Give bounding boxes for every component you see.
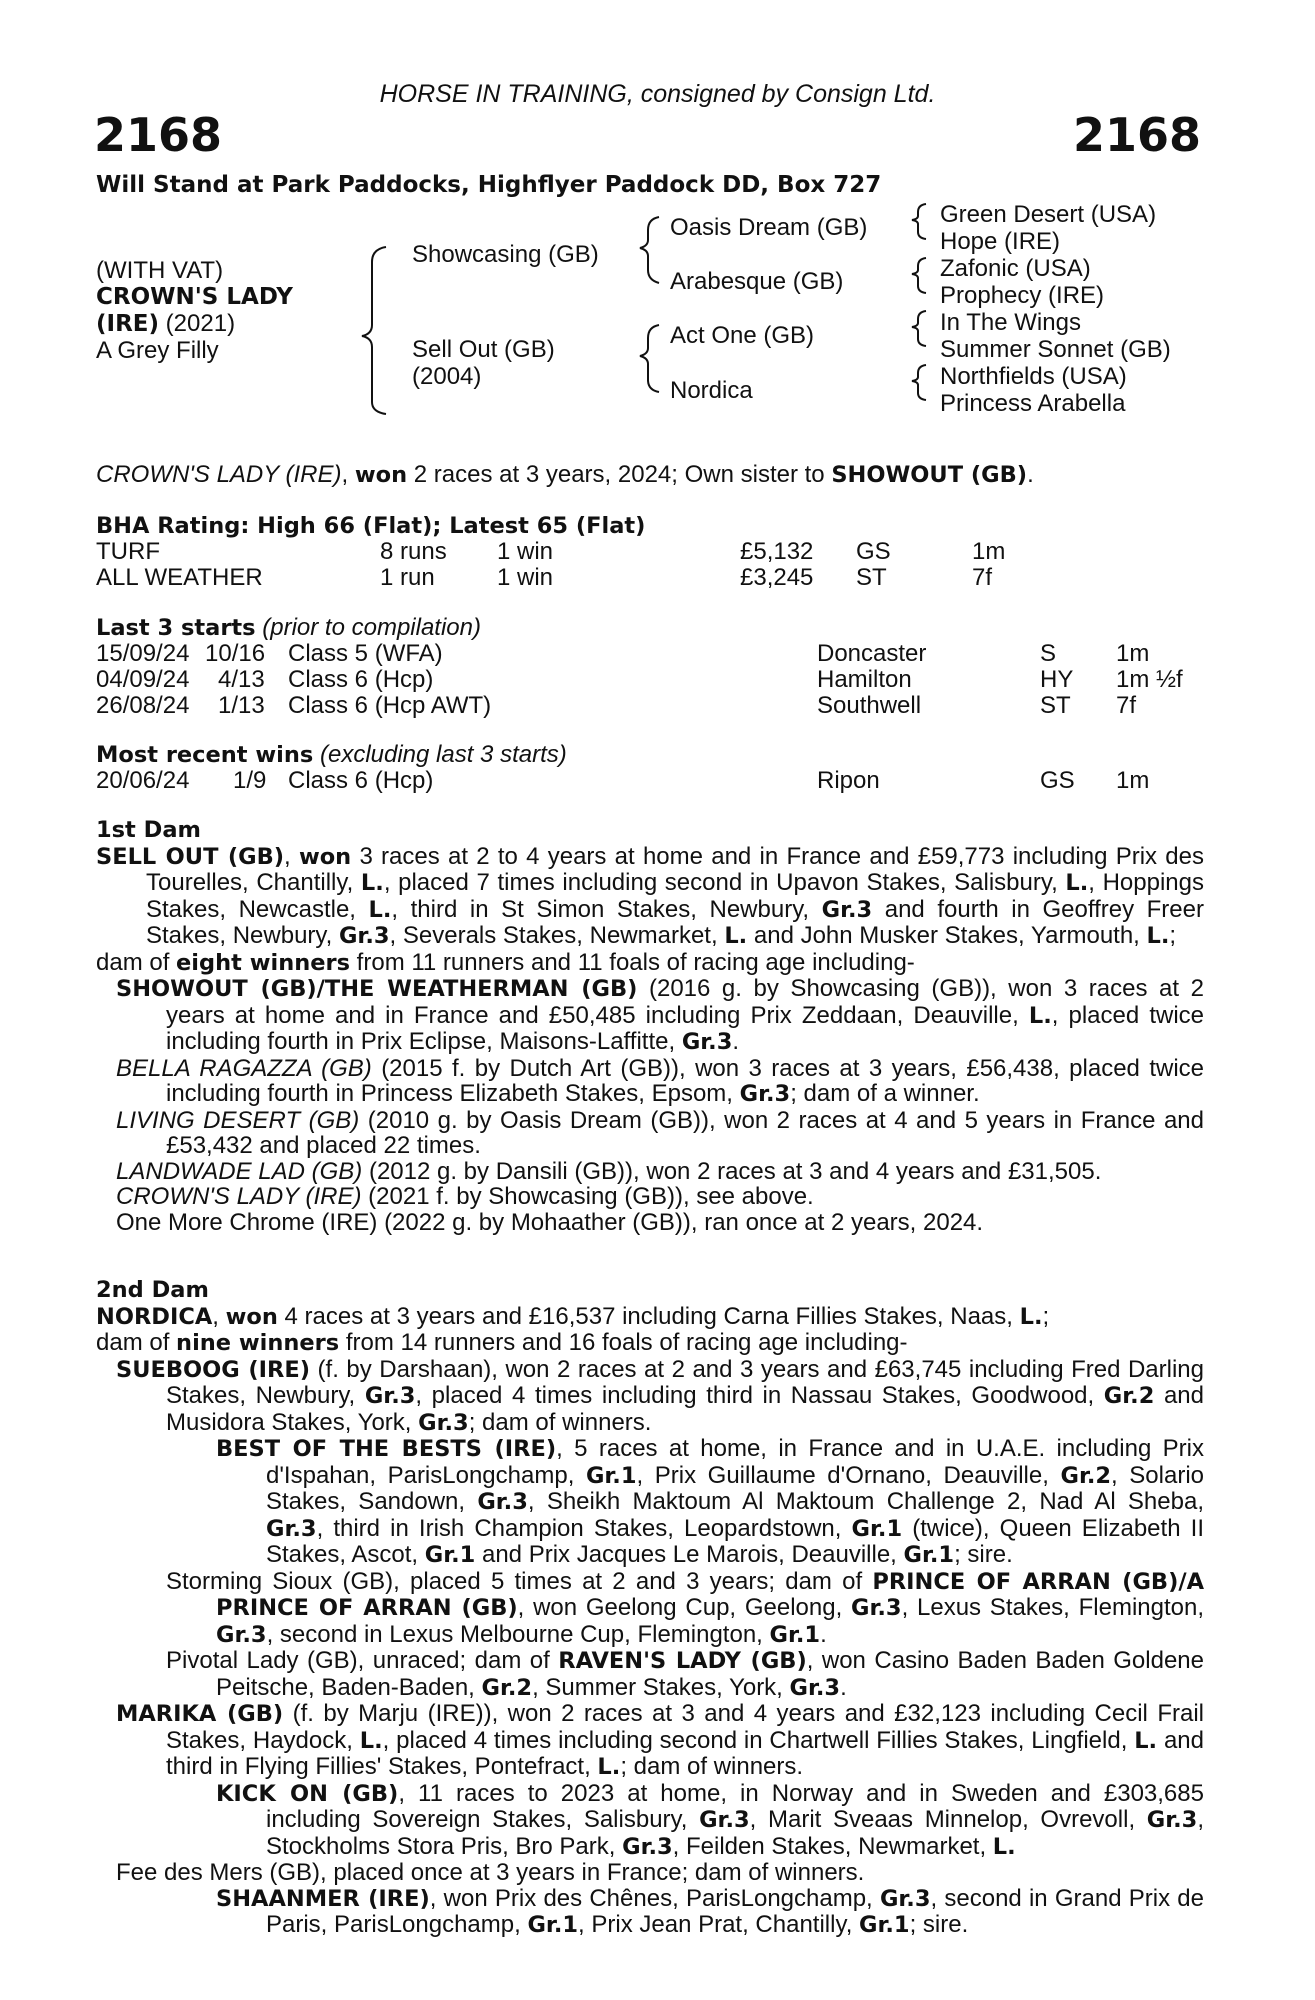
sire: Showcasing (GB)	[412, 241, 599, 268]
dam: Sell Out (GB)	[412, 336, 555, 363]
produce-entry: SUEBOOG (IRE) (f. by Darshaan), won 2 races at 2 and 3 years and £63,745 including Fred Darling Stakes, Newbury, Gr.3, placed 4 times including third in Nassau Stakes, Goodwood, Gr.2 and Musidora Stakes, York, Gr.3; dam of winners.	[116, 1355, 1205, 1436]
bha-rating-title: BHA Rating: High 66 (Flat); Latest 65 (Flat)	[96, 513, 646, 539]
sire-dam-dam: Prophecy (IRE)	[940, 282, 1105, 309]
sire-dam-sire: Zafonic (USA)	[940, 255, 1091, 282]
produce-entry: LANDWADE LAD (GB) (2012 g. by Dansili (GB)), won 2 races at 3 and 4 years and £31,505.	[116, 1157, 1102, 1185]
produce-entry: KICK ON (GB), 11 races to 2023 at home, in Norway and in Sweden and £303,685 including Sovereign Stakes, Salisbury, Gr.3, Marit Sveaas Minnelop, Ovrevoll, Gr.3, Stockholms Stora Pris, Bro Park, Gr.3, Feilden Stakes, Newmarket, L.	[216, 1779, 1205, 1860]
produce-entry: CROWN'S LADY (IRE) (2021 f. by Showcasing (GB)), see above.	[116, 1183, 814, 1210]
section-title: 1st Dam	[96, 817, 201, 843]
dam-year: (2004)	[412, 363, 482, 390]
horse-name-suffix: (IRE) (2021)	[96, 310, 236, 337]
produce-entry: BEST OF THE BESTS (IRE), 5 races at home, in France and in U.A.E. including Prix d'Ispahan, ParisLongchamp, Gr.1, Prix Guillaume d'Ornano, Deauville, Gr.2, Solario Stakes, Sandown, Gr.3, Sheikh Maktoum Al Maktoum Challenge 2, Nad Al Sheba, Gr.3, third in Irish Champion Stakes, Leopardstown, Gr.1 (twice), Queen Elizabeth II Stakes, Ascot, Gr.1 and Prix Jacques Le Marois, Deauville, Gr.1; sire.	[216, 1435, 1204, 1568]
dam-sire-sire: In The Wings	[940, 309, 1081, 336]
produce-entry: One More Chrome (IRE) (2022 g. by Mohaather (GB)), ran once at 2 years, 2024.	[116, 1208, 984, 1236]
first-dam-section	[96, 818, 1204, 1235]
produce-summary: dam of nine winners from 14 runners and 16 foals of racing age including-	[96, 1329, 908, 1356]
sire-dam: Arabesque (GB)	[670, 268, 844, 295]
lot-number-right: 2168	[1072, 108, 1201, 162]
produce-entry: SHAANMER (IRE), won Prix des Chênes, ParisLongchamp, Gr.3, second in Grand Prix de Paris, ParisLongchamp, Gr.1, Prix Jean Prat, Chantilly, Gr.1; sire.	[216, 1884, 1205, 1938]
dam-dam-dam: Princess Arabella	[940, 390, 1126, 417]
produce-entry: LIVING DESERT (GB) (2010 g. by Oasis Dream (GB)), won 2 races at 4 and 5 years in France and £53,432 and placed 22 times.	[116, 1106, 1205, 1159]
section-title: 2nd Dam	[96, 1277, 209, 1303]
produce-entry: Fee des Mers (GB), placed once at 3 years in France; dam of winners.	[116, 1859, 865, 1886]
catalogue-page: HORSE IN TRAINING, consigned by Consign Ltd. 2168 2168 Will Stand at Park Paddocks, Highflyer Paddock DD, Box 727 (WITH VAT) CROWN'S LADY (IRE) (2021) A Grey Filly Showcasing (GB) Sell Out (GB) (2004) Oasis Dream (GB) Arabesque (GB) Act One (GB) Nordica Green Desert (USA) Hope (IRE) Zafonic (USA) Prophecy (IRE) In The Wings Summer Sonnet (GB) Northfields (USA) Princess Arabella CROWN'S LADY (IRE), won 2 races at 3 years, 2024; Own sister to SHOWOUT (GB). BHA Rating: High 66 (Flat); Latest 65 (Flat) TURF 8 runs 1 win £5,132 GS 1m ALL WEATHER 1 run 1 win £3,245 ST 7f Last 3 starts (prior to compilation) 15/09/24 10/16 Class 5 (WFA) Doncaster S 1m 04/09/24 4/13 Class 6 (Hcp) Hamilton HY 1m ½f 26/08/24 1/13 Class 6 (Hcp AWT) Southwell ST 7f Most recent wins (excluding last 3 starts) 20/06/24 1/9 Class 6 (Hcp) Ripon GS 1m 1st Dam SELL OUT (GB), won 3 races at 2 to 4 years at home and in France and £59,773 including Prix des Tourelles, Chantilly, L., placed 7 times including second in Upavon Stakes, Salisbury, L., Hoppings Stakes, Newcastle, L., third in St Simon Stakes, Newbury, Gr.3 and fourth in Geoffrey Freer Stakes, Newbury, Gr.3, Severals Stakes, Newmarket, L. and John Musker Stakes, Yarmouth, L.; dam of eight winners from 11 runners and 11 foals of racing age including- SHOWOUT (GB)/THE WEATHERMAN (GB) (2016 g. by Showcasing (GB)), won 3 races at 2 years at home and in France and £50,485 including Prix Zeddaan, Deauville, L., placed twice including fourth in Prix Eclipse, Maisons-Laffitte, Gr.3. BELLA RAGAZZA (GB) (2015 f. by Dutch Art (GB)), won 3 races at 3 years, £56,438, placed twice including fourth in Princess Elizabeth Stakes, Epsom, Gr.3; dam of a winner. LIVING DESERT (GB) (2010 g. by Oasis Dream (GB)), won 2 races at 4 and 5 years in France and £53,432 and placed 22 times. LANDWADE LAD (GB) (2012 g. by Dansili (GB)), won 2 races at 3 and 4 years and £31,505. CROWN'S LADY (IRE) (2021 f. by Showcasing (GB)), see above. One More Chrome (IRE) (2022 g. by Mohaather (GB)), ran once at 2 years, 2024. 2nd Dam NORDICA, won 4 races at 3 years and £16,537 including Carna Fillies Stakes, Naas, L.; dam of nine winners from 14 runners and 16 foals of racing age including- SUEBOOG (IRE) (f. by Darshaan), won 2 races at 2 and 3 years and £63,745 including Fred Darling Stakes, Newbury, Gr.3, placed 4 times including third in Nassau Stakes, Goodwood, Gr.2 and Musidora Stakes, York, Gr.3; dam of winners. BEST OF THE BESTS (IRE), 5 races at home, in France and in U.A.E. including Prix d'Ispahan, ParisLongchamp, Gr.1, Prix Guillaume d'Ornano, Deauville, Gr.2, Solario Stakes, Sandown, Gr.3, Sheikh Maktoum Al Maktoum Challenge 2, Nad Al Sheba, Gr.3, third in Irish Champion Stakes, Leopardstown, Gr.1 (twice), Queen Elizabeth II Stakes, Ascot, Gr.1 and Prix Jacques Le Marois, Deauville, Gr.1; sire. Storming Sioux (GB), placed 5 times at 2 and 3 years; dam of PRINCE OF ARRAN (GB)/A PRINCE OF ARRAN (GB), won Geelong Cup, Geelong, Gr.3, Lexus Stakes, Flemington, Gr.3, second in Lexus Melbourne Cup, Flemington, Gr.1. Pivotal Lady (GB), unraced; dam of RAVEN'S LADY (GB), won Casino Baden Baden Goldene Peitsche, Baden-Baden, Gr.2, Summer Stakes, York, Gr.3. MARIKA (GB) (f. by Marju (IRE)), won 2 races at 3 and 4 years and £32,123 including Cecil Frail Stakes, Haydock, L., placed 4 times including second in Chartwell Fillies Stakes, Lingfield, L. and third in Flying Fillies' Stakes, Pontefract, L.; dam of winners. KICK ON (GB), 11 races to 2023 at home, in Norway and in Sweden and £303,685 including Sovereign Stakes, Salisbury, Gr.3, Marit Sveaas Minnelop, Ovrevoll, Gr.3, Stockholms Stora Pris, Bro Park, Gr.3, Feilden Stakes, Newmarket, L. Fee des Mers (GB), placed once at 3 years in France; dam of winners. SHAANMER (IRE), won Prix des Chênes, ParisLongchamp, Gr.3, second in Grand Prix de Paris, ParisLongchamp, Gr.1, Prix Jean Prat, Chantilly, Gr.1; sire.	[0, 0, 1315, 2000]
last-3-starts-title: Last 3 starts (prior to compilation)	[96, 614, 481, 641]
produce-entry: Pivotal Lady (GB), unraced; dam of RAVEN'S LADY (GB), won Casino Baden Baden Goldene Peitsche, Baden-Baden, Gr.2, Summer Stakes, York, Gr.3.	[166, 1647, 1205, 1701]
dam-record: NORDICA, won 4 races at 3 years and £16,537 including Carna Fillies Stakes, Naas, L.;	[96, 1302, 1050, 1330]
dam-dam-sire: Northfields (USA)	[940, 363, 1127, 390]
horse-description: A Grey Filly	[96, 337, 219, 364]
most-recent-wins-title: Most recent wins (excluding last 3 starts)	[96, 741, 567, 768]
dam-dam: Nordica	[670, 377, 753, 404]
sire-sire-dam: Hope (IRE)	[940, 228, 1061, 255]
vat-note: (WITH VAT)	[96, 257, 224, 284]
consignment-line: HORSE IN TRAINING, consigned by Consign Ltd.	[379, 80, 936, 108]
produce-summary: dam of eight winners from 11 runners and 11 foals of racing age including-	[96, 948, 915, 976]
second-dam-section	[96, 1278, 1204, 1939]
horse-name: CROWN'S LADY	[96, 284, 293, 310]
summary-line: CROWN'S LADY (IRE), won 2 races at 3 years, 2024; Own sister to SHOWOUT (GB).	[96, 461, 1034, 488]
sire-sire: Oasis Dream (GB)	[670, 214, 868, 241]
produce-entry: SHOWOUT (GB)/THE WEATHERMAN (GB) (2016 g. by Showcasing (GB)), won 3 races at 2 years at home and in France and £50,485 including Prix Zeddaan, Deauville, L., placed twice including fourth in Prix Eclipse, Maisons-Laffitte, Gr.3.	[116, 975, 1204, 1055]
lot-number-left: 2168	[94, 108, 223, 162]
produce-entry: Storming Sioux (GB), placed 5 times at 2 and 3 years; dam of PRINCE OF ARRAN (GB)/A PRINCE OF ARRAN (GB), won Geelong Cup, Geelong, Gr.3, Lexus Stakes, Flemington, Gr.3, second in Lexus Melbourne Cup, Flemington, Gr.1.	[166, 1567, 1204, 1648]
sire-sire-sire: Green Desert (USA)	[940, 201, 1157, 228]
dam-sire: Act One (GB)	[670, 322, 815, 349]
produce-entry: MARIKA (GB) (f. by Marju (IRE)), won 2 races at 3 and 4 years and £32,123 including Cecil Frail Stakes, Haydock, L., placed 4 times including second in Chartwell Fillies Stakes, Lingfield, L. and third in Flying Fillies' Stakes, Pontefract, L.; dam of winners.	[116, 1700, 1204, 1780]
dam-record: SELL OUT (GB), won 3 races at 2 to 4 years at home and in France and £59,773 including Prix des Tourelles, Chantilly, L., placed 7 times including second in Upavon Stakes, Salisbury, L., Hoppings Stakes, Newcastle, L., third in St Simon Stakes, Newbury, Gr.3 and fourth in Geoffrey Freer Stakes, Newbury, Gr.3, Severals Stakes, Newmarket, L. and John Musker Stakes, Yarmouth, L.;	[96, 842, 1205, 949]
dam-sire-dam: Summer Sonnet (GB)	[940, 336, 1171, 363]
stand-location: Will Stand at Park Paddocks, Highflyer Paddock DD, Box 727	[96, 172, 882, 198]
produce-entry: BELLA RAGAZZA (GB) (2015 f. by Dutch Art (GB)), won 3 races at 3 years, £56,438, placed twice including fourth in Princess Elizabeth Stakes, Epsom, Gr.3; dam of a winner.	[116, 1054, 1204, 1107]
